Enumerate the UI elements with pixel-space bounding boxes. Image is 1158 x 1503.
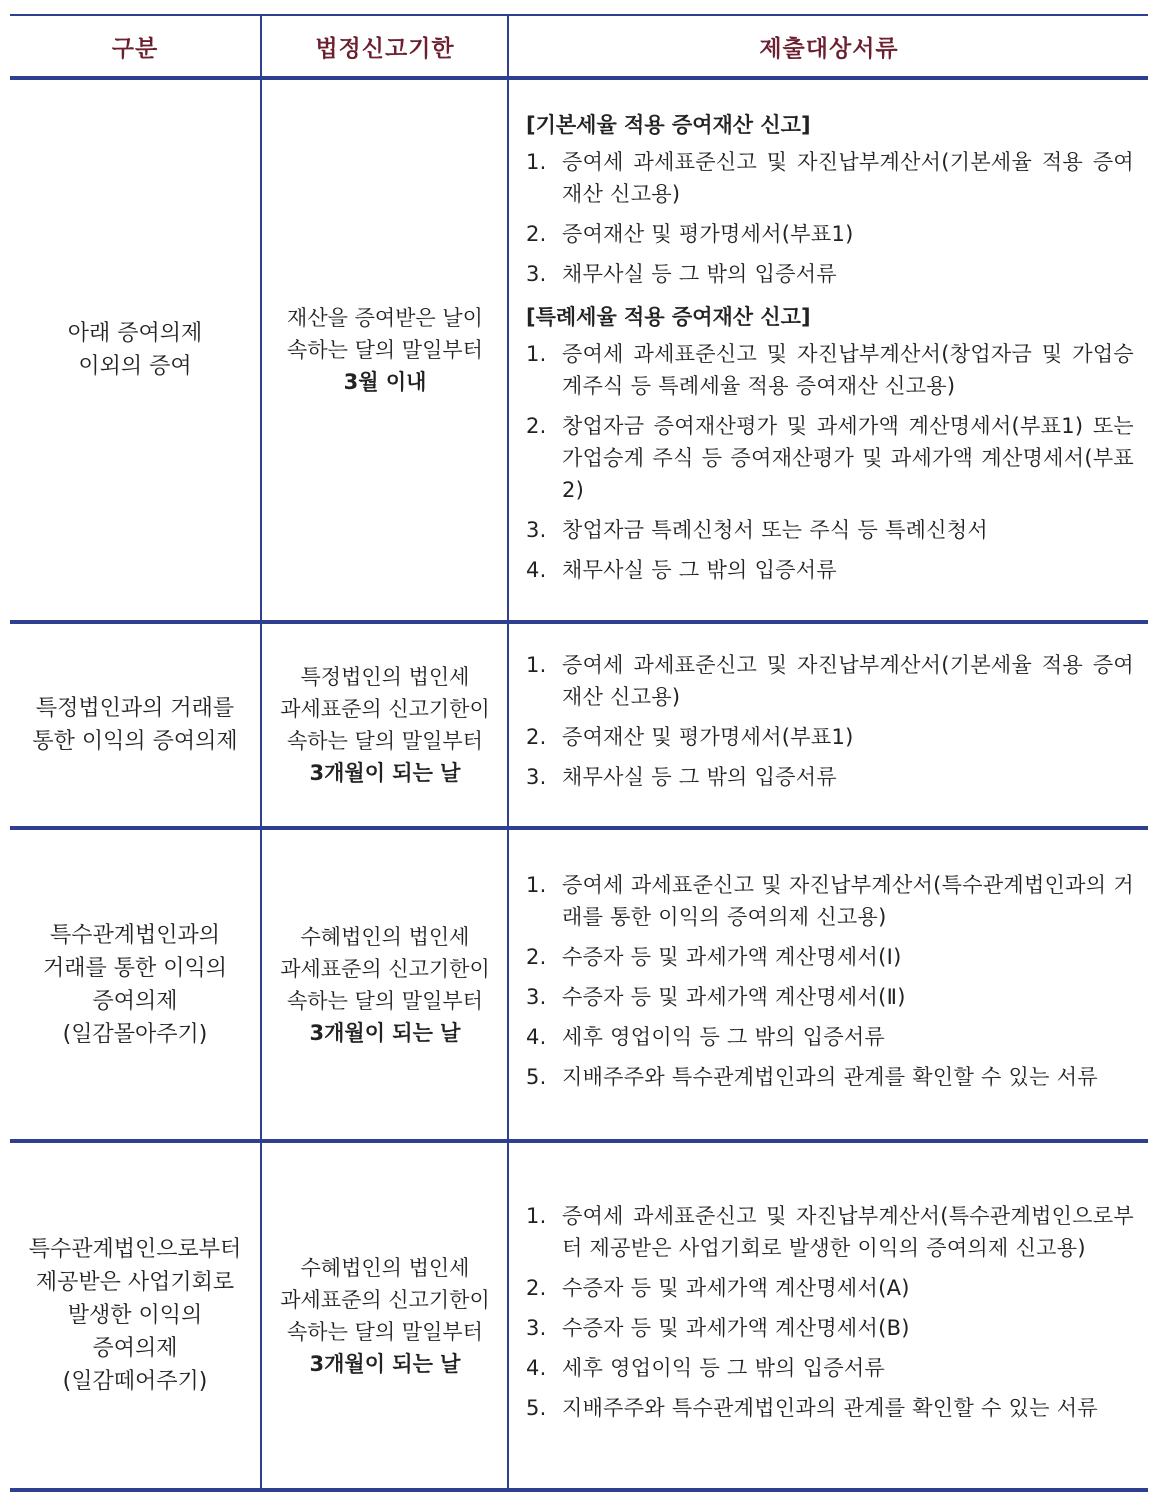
item-text: 수증자 등 및 과세가액 계산명세서(Ⅰ) [562, 944, 902, 969]
item-text: 수증자 등 및 과세가액 계산명세서(B) [562, 1315, 910, 1340]
header-category: 구분 [111, 35, 159, 62]
item-text: 수증자 등 및 과세가액 계산명세서(Ⅱ) [562, 984, 906, 1009]
item-text: 증여세 과세표준신고 및 자진납부계산서(기본세율 적용 증여재산 신고용) [562, 653, 1134, 709]
item-text: 채무사실 등 그 밖의 입증서류 [562, 558, 837, 582]
category-line: 통한 이익의 증여의제 [32, 729, 238, 754]
item-number: 3. [526, 518, 547, 542]
table-row-documents [510, 1143, 1148, 1488]
item-number: 3. [526, 262, 547, 286]
deadline-period: 3개월이 되는 날 [309, 761, 461, 785]
table-bottom-border [10, 1488, 1148, 1492]
category-line: (일감몰아주기) [62, 1021, 208, 1047]
item-text: 수증자 등 및 과세가액 계산명세서(A) [562, 1275, 910, 1300]
category-line: 특수관계법인으로부터 [28, 1237, 242, 1262]
deadline-period: 3개월이 되는 날 [309, 1020, 461, 1045]
category-line: 제공받은 사업기회로 [35, 1270, 235, 1295]
deadline-line: 속하는 달의 말일부터 [287, 1319, 483, 1344]
category-line: 특수관계법인과의 [49, 922, 220, 948]
list-item [510, 258, 1148, 290]
list-item [510, 1352, 1148, 1384]
filing-requirements-table [10, 14, 1148, 1494]
list-item [510, 1061, 1148, 1093]
list-item [510, 941, 1148, 973]
deadline-line: 과세표준의 신고기한이 [280, 1287, 490, 1312]
item-text: 증여재산 및 평가명세서(부표1) [562, 222, 854, 246]
item-text: 세후 영업이익 등 그 밖의 입증서류 [562, 1024, 886, 1049]
category-line: 아래 증여의제 [67, 321, 203, 346]
category-line: (일감떼어주기) [62, 1369, 208, 1394]
deadline-line: 수혜법인의 법인세 [300, 924, 470, 949]
item-number: 4. [526, 558, 547, 582]
list-item [510, 338, 1148, 402]
item-text: 증여재산 및 평가명세서(부표1) [562, 725, 854, 749]
table-row-category [10, 830, 260, 1139]
category-line: 거래를 통한 이익의 [42, 955, 227, 981]
item-number: 3. [526, 984, 547, 1009]
list-item [510, 1272, 1148, 1304]
deadline-line: 수혜법인의 법인세 [300, 1255, 470, 1280]
list-item [510, 981, 1148, 1013]
item-text: 증여세 과세표준신고 및 자진납부계산서(특수관계법인으로부터 제공받은 사업기회로 발생한 이익의 증여의제 신고용) [562, 1203, 1134, 1260]
header-deadline: 법정신고기한 [315, 35, 455, 62]
deadline-line: 과세표준의 신고기한이 [280, 697, 490, 721]
list-item [510, 761, 1148, 793]
category-line: 특정법인과의 거래를 [35, 696, 235, 721]
deadline-line: 과세표준의 신고기한이 [280, 956, 490, 981]
table-row-category [10, 80, 260, 620]
item-text: 채무사실 등 그 밖의 입증서류 [562, 765, 837, 789]
table-row-documents [510, 80, 1148, 620]
deadline-line: 속하는 달의 말일부터 [287, 729, 483, 753]
list-item [510, 514, 1148, 546]
category-line: 증여의제 [92, 1336, 178, 1361]
item-number: 2. [526, 222, 547, 246]
category-line: 이외의 증여 [78, 354, 192, 379]
table-row-deadline [262, 80, 508, 620]
item-number: 2. [526, 725, 547, 749]
header-documents: 제출대상서류 [759, 35, 899, 62]
deadline-line: 특정법인의 법인세 [300, 665, 470, 689]
item-number: 1. [526, 342, 547, 366]
item-number: 5. [526, 1064, 547, 1089]
item-number: 3. [526, 765, 547, 789]
item-number: 5. [526, 1395, 547, 1420]
item-text: 지배주주와 특수관계법인과의 관계를 확인할 수 있는 서류 [562, 1064, 1098, 1089]
item-text: 증여세 과세표준신고 및 자진납부계산서(특수관계법인과의 거래를 통한 이익의 증여의제 신고용) [562, 872, 1134, 929]
section-title: [기본세율 적용 증여재산 신고] [526, 113, 811, 137]
category-line: 발생한 이익의 [67, 1303, 203, 1328]
item-number: 1. [526, 1203, 547, 1228]
table-row-category [10, 624, 260, 826]
list-item [510, 1312, 1148, 1344]
deadline-period: 3월 이내 [343, 370, 427, 394]
table-row-documents [510, 830, 1148, 1139]
item-number: 1. [526, 872, 547, 897]
list-item [510, 410, 1148, 506]
table-row-deadline [262, 830, 508, 1139]
deadline-line: 속하는 달의 말일부터 [287, 988, 483, 1013]
category-line: 증여의제 [92, 988, 178, 1014]
list-item [510, 554, 1148, 586]
item-number: 1. [526, 150, 547, 174]
item-number: 1. [526, 653, 547, 677]
item-text: 창업자금 특례신청서 또는 주식 등 특례신청서 [562, 518, 989, 542]
deadline-period: 3개월이 되는 날 [309, 1351, 461, 1376]
list-item [510, 1021, 1148, 1053]
list-item [510, 721, 1148, 753]
item-number: 2. [526, 1275, 547, 1300]
section-title: [특례세율 적용 증여재산 신고] [526, 305, 811, 329]
deadline-line: 속하는 달의 말일부터 [287, 338, 483, 362]
table-row-documents [510, 624, 1148, 826]
item-number: 4. [526, 1355, 547, 1380]
list-item [510, 146, 1148, 210]
list-item [510, 869, 1148, 933]
item-number: 4. [526, 1024, 547, 1049]
list-item [510, 1392, 1148, 1424]
item-text: 세후 영업이익 등 그 밖의 입증서류 [562, 1355, 886, 1380]
table-row-deadline [262, 624, 508, 826]
item-text: 채무사실 등 그 밖의 입증서류 [562, 262, 837, 286]
item-number: 2. [526, 944, 547, 969]
item-text: 창업자금 증여재산평가 및 과세가액 계산명세서(부표1) 또는 가업승계 주식 등 증여재산평가 및 과세가액 계산명세서(부표2) [562, 414, 1134, 502]
item-text: 증여세 과세표준신고 및 자진납부계산서(창업자금 및 가업승계주식 등 특례세율 적용 증여재산 신고용) [562, 342, 1134, 398]
table-row-deadline [262, 1143, 508, 1488]
list-item [510, 649, 1148, 713]
list-item [510, 218, 1148, 250]
table-row-category [10, 1143, 260, 1488]
list-item [510, 1200, 1148, 1264]
item-text: 지배주주와 특수관계법인과의 관계를 확인할 수 있는 서류 [562, 1395, 1098, 1420]
item-number: 3. [526, 1315, 547, 1340]
item-number: 2. [526, 414, 547, 438]
deadline-line: 재산을 증여받은 날이 [287, 306, 483, 330]
item-text: 증여세 과세표준신고 및 자진납부계산서(기본세율 적용 증여재산 신고용) [562, 150, 1134, 206]
